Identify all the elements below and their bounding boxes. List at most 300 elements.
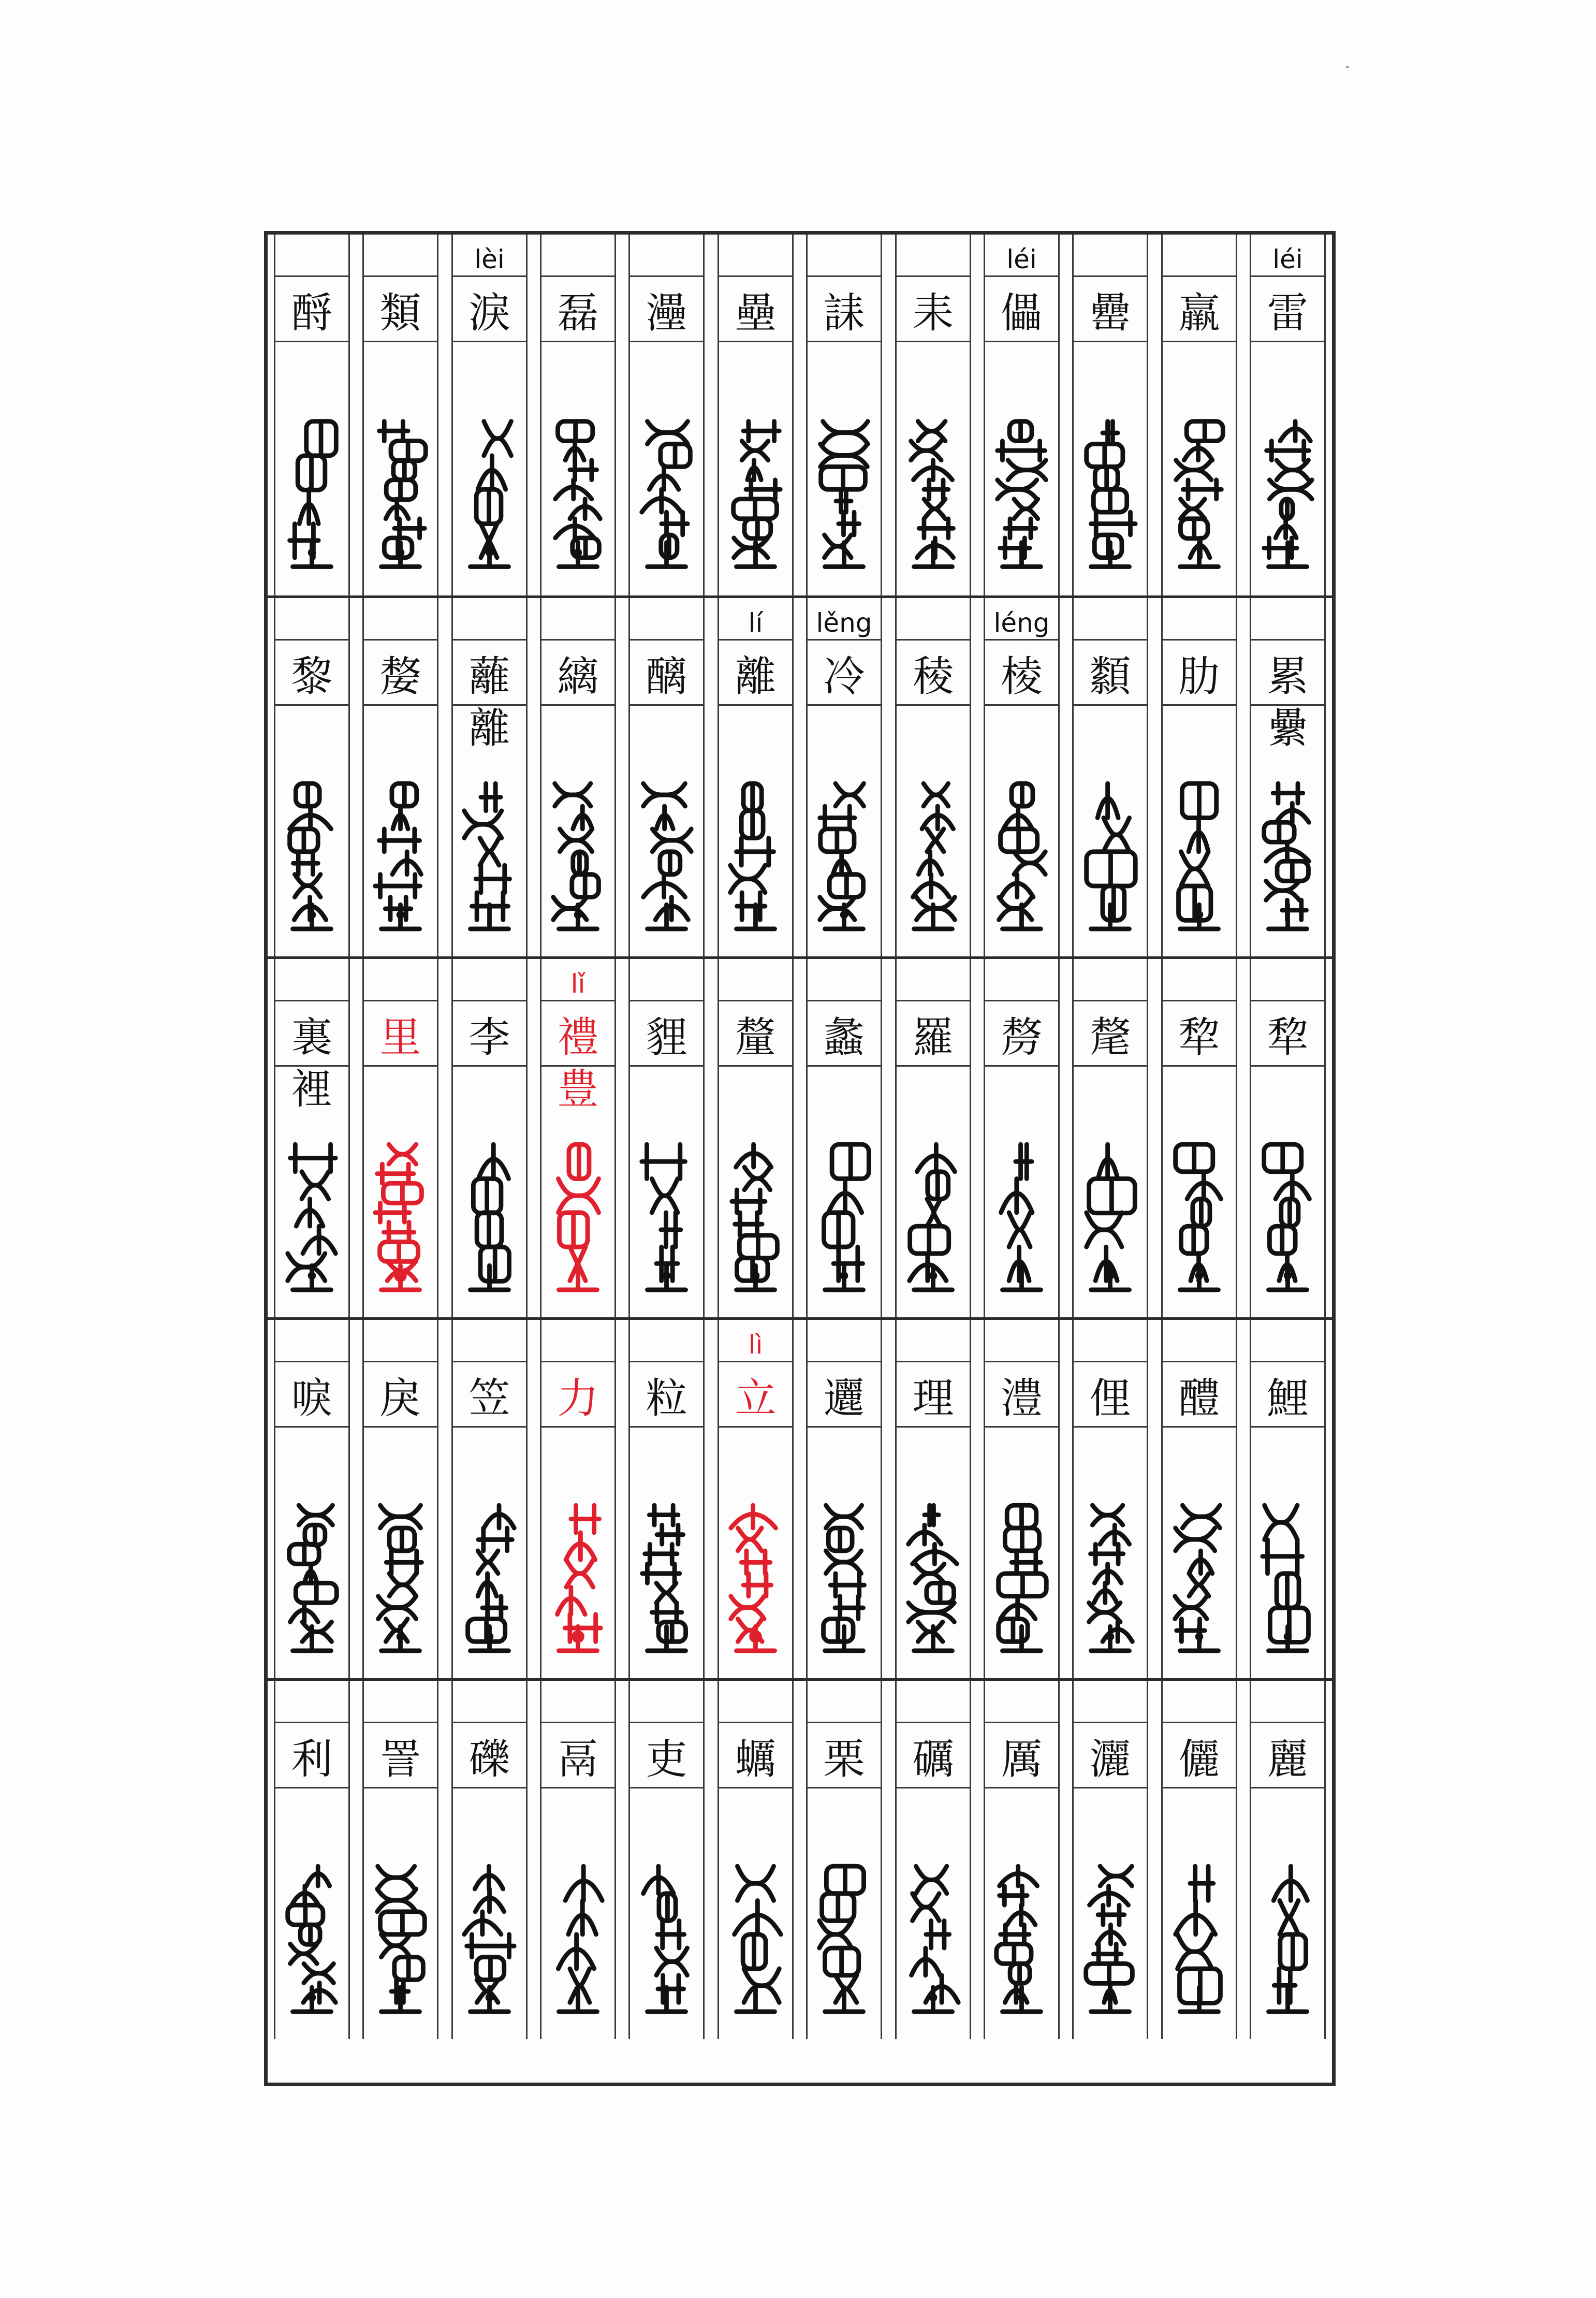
entry-column <box>1072 1320 1148 1678</box>
entry-column <box>362 1681 438 2039</box>
cell-divider <box>985 341 1058 342</box>
cell-divider <box>1163 341 1236 342</box>
band-4 <box>268 1317 1332 1678</box>
character-form: 貍 <box>646 1013 687 1061</box>
band-3 <box>268 956 1332 1317</box>
cell-divider <box>1074 1065 1147 1067</box>
entry-column <box>1072 235 1148 595</box>
seal-script-glyph <box>991 1493 1052 1664</box>
pinyin-label <box>364 598 437 641</box>
character-form: 灑 <box>1089 1735 1131 1783</box>
modern-character <box>808 1723 881 1784</box>
cell-divider <box>453 1065 526 1067</box>
chart-sheet <box>264 231 1336 2086</box>
character-form: 淚 <box>468 289 510 337</box>
entry-column <box>984 1320 1060 1678</box>
entry-column <box>362 598 438 956</box>
entry-column <box>806 1681 882 2039</box>
seal-script-glyph <box>1080 772 1140 942</box>
seal-script-glyph <box>282 408 342 581</box>
cell-divider <box>1163 1787 1236 1788</box>
pinyin-label <box>364 959 437 1001</box>
character-form: 李 <box>468 1013 510 1061</box>
cell-divider <box>275 1787 348 1788</box>
pinyin-label <box>808 959 881 1001</box>
entry-column <box>1250 1320 1326 1678</box>
seal-script-glyph <box>814 1132 874 1303</box>
cell-divider <box>630 1426 703 1428</box>
cell-divider <box>541 1426 614 1428</box>
pinyin-label <box>630 1320 703 1362</box>
character-form: 詈 <box>379 1735 421 1783</box>
pinyin-label <box>897 235 970 277</box>
pinyin-label <box>808 1681 881 1723</box>
modern-character <box>1074 641 1147 702</box>
entry-column <box>540 1681 616 2039</box>
character-form: 灅 <box>646 289 687 337</box>
modern-character <box>453 1723 526 1784</box>
pinyin-label <box>541 235 614 277</box>
cell-divider <box>275 1065 348 1067</box>
cell-divider <box>541 1065 614 1067</box>
modern-character <box>897 1001 970 1063</box>
pinyin-label <box>1251 1320 1324 1362</box>
modern-character <box>1251 1001 1324 1063</box>
seal-script-glyph <box>548 408 608 581</box>
modern-character <box>364 641 437 702</box>
modern-character <box>453 641 526 753</box>
entry-column <box>274 598 350 956</box>
character-form: 儡 <box>1001 289 1043 337</box>
seal-script-glyph <box>991 408 1052 581</box>
modern-character <box>275 1362 348 1423</box>
cell-divider <box>897 341 970 342</box>
cell-divider <box>985 1065 1058 1067</box>
seal-script-glyph <box>636 1854 697 2025</box>
character-form: 誄 <box>823 289 865 337</box>
seal-script-glyph <box>1169 1854 1229 2025</box>
cell-divider <box>808 341 881 342</box>
pinyin-label <box>719 235 792 277</box>
modern-character <box>630 1001 703 1063</box>
cell-divider <box>630 1065 703 1067</box>
modern-character <box>1163 277 1236 338</box>
entry-column <box>1161 235 1237 595</box>
cell-divider <box>541 1787 614 1788</box>
pinyin-label <box>1163 1320 1236 1362</box>
pinyin-label: lǐ <box>541 959 614 1001</box>
pinyin-label <box>897 959 970 1001</box>
modern-character <box>897 641 970 702</box>
cell-divider <box>1251 704 1324 706</box>
entry-column <box>1161 1320 1237 1678</box>
character-form: 戾 <box>379 1374 421 1422</box>
pinyin-label <box>1074 598 1147 641</box>
entry-column <box>984 1681 1060 2039</box>
variant-form: 離 <box>468 704 510 752</box>
entry-column <box>628 959 705 1317</box>
entry-column <box>540 1320 616 1678</box>
character-form: 離 <box>735 652 777 701</box>
entry-column <box>895 959 971 1317</box>
cell-divider <box>364 1065 437 1067</box>
seal-script-glyph <box>636 772 697 942</box>
character-form: 冷 <box>823 652 865 701</box>
pinyin-label <box>1251 1681 1324 1723</box>
entry-column <box>1250 235 1326 595</box>
modern-character <box>1074 1362 1147 1423</box>
modern-character <box>897 1723 970 1784</box>
variant-form: 豊 <box>557 1065 599 1113</box>
character-form: 縭 <box>557 652 599 701</box>
modern-character <box>275 1723 348 1784</box>
modern-character <box>719 1362 792 1423</box>
seal-script-glyph <box>903 408 963 581</box>
character-form: 棱 <box>1001 652 1043 701</box>
pinyin-label <box>1163 959 1236 1001</box>
modern-character <box>719 641 792 702</box>
pinyin-label <box>453 1320 526 1362</box>
modern-character <box>630 1723 703 1784</box>
character-form: 鬲 <box>557 1735 599 1783</box>
seal-script-glyph <box>903 772 963 942</box>
modern-character <box>1163 1723 1236 1784</box>
pinyin-label <box>897 1681 970 1723</box>
character-form: 嫠 <box>379 652 421 701</box>
character-form: 力 <box>557 1374 599 1422</box>
modern-character <box>453 1001 526 1063</box>
seal-script-glyph <box>814 408 874 581</box>
cell-divider <box>630 341 703 342</box>
seal-script-glyph <box>548 772 608 942</box>
character-form: 禮 <box>557 1013 599 1061</box>
pinyin-label <box>275 235 348 277</box>
seal-script-glyph <box>636 408 697 581</box>
entry-column <box>1161 959 1237 1317</box>
entry-column <box>718 235 794 595</box>
pinyin-label <box>1251 959 1324 1001</box>
modern-character <box>275 1001 348 1114</box>
pinyin-label <box>897 1320 970 1362</box>
pinyin-label: léi <box>1251 235 1324 277</box>
modern-character <box>1163 641 1236 702</box>
modern-character <box>808 1362 881 1423</box>
pinyin-label <box>275 1320 348 1362</box>
character-form: 氂 <box>1089 1013 1131 1061</box>
entry-column <box>718 1681 794 2039</box>
pinyin-label <box>1074 235 1147 277</box>
seal-script-glyph <box>991 772 1052 942</box>
entry-column <box>628 235 705 595</box>
character-form: 鯉 <box>1267 1374 1309 1422</box>
pinyin-label <box>453 959 526 1001</box>
cell-divider <box>985 1426 1058 1428</box>
modern-character <box>719 1001 792 1063</box>
seal-script-glyph <box>459 772 520 942</box>
pinyin-label <box>630 959 703 1001</box>
seal-script-glyph <box>1080 1854 1140 2025</box>
character-form: 唳 <box>291 1374 333 1422</box>
modern-character <box>453 277 526 338</box>
character-form: 壘 <box>735 289 777 337</box>
cell-divider <box>897 1426 970 1428</box>
entry-column <box>1161 598 1237 956</box>
modern-character <box>808 641 881 702</box>
seal-script-glyph <box>1257 1493 1318 1664</box>
pinyin-label <box>541 1681 614 1723</box>
character-form: 蠡 <box>823 1013 865 1061</box>
modern-character <box>1074 1723 1147 1784</box>
pinyin-label <box>897 598 970 641</box>
seal-script-glyph <box>903 1854 963 2025</box>
modern-character <box>897 1362 970 1423</box>
seal-script-glyph <box>1080 1493 1140 1664</box>
cell-divider <box>719 1426 792 1428</box>
entry-column <box>806 235 882 595</box>
character-form: 笠 <box>468 1374 510 1422</box>
seal-script-glyph <box>370 1132 431 1303</box>
entry-column <box>718 1320 794 1678</box>
entry-column <box>984 959 1060 1317</box>
modern-character <box>541 1001 614 1114</box>
modern-character <box>1074 1001 1147 1063</box>
cell-divider <box>808 1426 881 1428</box>
cell-divider <box>719 704 792 706</box>
cell-divider <box>630 1787 703 1788</box>
cell-divider <box>808 1787 881 1788</box>
modern-character <box>1251 1362 1324 1423</box>
seal-script-glyph <box>1257 772 1318 942</box>
cell-divider <box>1074 1787 1147 1788</box>
pinyin-label <box>275 959 348 1001</box>
seal-script-glyph <box>1169 1493 1229 1664</box>
entry-column <box>1250 598 1326 956</box>
pinyin-label: lí <box>719 598 792 641</box>
character-form: 罍 <box>1089 289 1131 337</box>
modern-character <box>985 1001 1058 1063</box>
entry-column <box>1250 959 1326 1317</box>
cell-divider <box>985 1787 1058 1788</box>
entry-column <box>274 959 350 1317</box>
seal-script-glyph <box>370 408 431 581</box>
entry-column <box>451 1320 528 1678</box>
entry-column <box>540 235 616 595</box>
pinyin-label <box>453 1681 526 1723</box>
seal-script-glyph <box>370 1854 431 2025</box>
cell-divider <box>1074 704 1147 706</box>
character-form: 裏 <box>291 1013 333 1061</box>
seal-script-glyph <box>814 772 874 942</box>
cell-divider <box>541 341 614 342</box>
entry-column <box>362 959 438 1317</box>
pinyin-label <box>364 235 437 277</box>
character-form: 理 <box>912 1374 954 1422</box>
seal-script-glyph <box>282 1493 342 1664</box>
entry-column <box>451 235 528 595</box>
entry-column <box>718 959 794 1317</box>
pinyin-label <box>364 1320 437 1362</box>
seal-script-glyph <box>548 1132 608 1303</box>
cell-divider <box>275 704 348 706</box>
entry-column <box>806 598 882 956</box>
seal-script-glyph <box>903 1132 963 1303</box>
variant-form: 纍 <box>1267 704 1309 752</box>
cell-divider <box>1251 1426 1324 1428</box>
cell-divider <box>1251 1787 1324 1788</box>
seal-script-glyph <box>548 1493 608 1664</box>
modern-character <box>808 277 881 338</box>
pinyin-label <box>541 598 614 641</box>
character-form: 稜 <box>912 652 954 701</box>
character-form: 厲 <box>1001 1735 1043 1783</box>
modern-character <box>364 1723 437 1784</box>
pinyin-label <box>630 598 703 641</box>
modern-character <box>1163 1001 1236 1063</box>
entry-column <box>451 598 528 956</box>
modern-character <box>985 277 1058 338</box>
entry-column <box>1072 1681 1148 2039</box>
pinyin-label <box>1163 235 1236 277</box>
cell-divider <box>541 704 614 706</box>
pinyin-label: lì <box>719 1320 792 1362</box>
seal-script-glyph <box>814 1854 874 2025</box>
seal-script-glyph <box>1169 772 1229 942</box>
entry-column <box>540 959 616 1317</box>
modern-character <box>364 277 437 338</box>
entry-column <box>628 598 705 956</box>
cell-divider <box>630 704 703 706</box>
modern-character <box>275 277 348 338</box>
modern-character <box>985 641 1058 702</box>
modern-character <box>630 1362 703 1423</box>
entry-column <box>895 598 971 956</box>
character-form: 醨 <box>646 652 687 701</box>
entry-column <box>984 598 1060 956</box>
cell-divider <box>364 704 437 706</box>
pinyin-label <box>1251 598 1324 641</box>
cell-divider <box>808 704 881 706</box>
seal-script-glyph <box>903 1493 963 1664</box>
modern-character <box>275 641 348 702</box>
entry-column <box>362 1320 438 1678</box>
cell-divider <box>453 341 526 342</box>
seal-script-glyph <box>725 1854 786 2025</box>
pinyin-label <box>541 1320 614 1362</box>
cell-divider <box>985 704 1058 706</box>
pinyin-label <box>1074 1681 1147 1723</box>
variant-form: 裡 <box>291 1065 333 1113</box>
modern-character <box>1251 1723 1324 1784</box>
modern-character <box>364 1362 437 1423</box>
cell-divider <box>364 1426 437 1428</box>
modern-character <box>897 277 970 338</box>
pinyin-label <box>985 1320 1058 1362</box>
entry-column <box>1072 959 1148 1317</box>
character-form: 羅 <box>912 1013 954 1061</box>
cell-divider <box>275 341 348 342</box>
entry-column <box>274 1681 350 2039</box>
character-form: 里 <box>379 1013 421 1061</box>
seal-script-glyph <box>1169 408 1229 581</box>
character-form: 粒 <box>646 1374 687 1422</box>
seal-script-glyph <box>1257 1854 1318 2025</box>
seal-script-glyph <box>636 1132 697 1303</box>
entry-column <box>984 235 1060 595</box>
character-form: 肋 <box>1178 652 1220 701</box>
modern-character <box>808 1001 881 1063</box>
entry-column <box>362 235 438 595</box>
seal-script-glyph <box>459 1493 520 1664</box>
seal-script-glyph <box>1169 1132 1229 1303</box>
cell-divider <box>897 704 970 706</box>
pinyin-label <box>985 959 1058 1001</box>
entry-column <box>895 1681 971 2039</box>
modern-character <box>541 1362 614 1423</box>
cell-divider <box>897 1065 970 1067</box>
character-form: 黎 <box>291 652 333 701</box>
modern-character <box>1251 641 1324 753</box>
modern-character <box>630 277 703 338</box>
cell-divider <box>453 704 526 706</box>
cell-divider <box>719 1065 792 1067</box>
modern-character <box>541 641 614 702</box>
band-1 <box>268 235 1332 595</box>
character-form: 犂 <box>1178 1013 1220 1061</box>
character-form: 耒 <box>912 289 954 337</box>
seal-script-glyph <box>370 772 431 942</box>
cell-divider <box>1074 341 1147 342</box>
cell-divider <box>364 1787 437 1788</box>
cell-divider <box>453 1787 526 1788</box>
entry-column <box>895 1320 971 1678</box>
entry-column <box>1072 598 1148 956</box>
modern-character <box>453 1362 526 1423</box>
entry-column <box>718 598 794 956</box>
modern-character <box>630 641 703 702</box>
pinyin-label <box>630 235 703 277</box>
pinyin-label <box>1074 1320 1147 1362</box>
seal-script-glyph <box>636 1493 697 1664</box>
modern-character <box>985 1362 1058 1423</box>
seal-script-glyph <box>459 408 520 581</box>
character-form: 酹 <box>291 289 333 337</box>
cell-divider <box>1074 1426 1147 1428</box>
cell-divider <box>808 1065 881 1067</box>
seal-script-glyph <box>548 1854 608 2025</box>
pinyin-label <box>808 235 881 277</box>
character-form: 蘺 <box>468 652 510 701</box>
cell-divider <box>1163 1426 1236 1428</box>
seal-script-glyph <box>725 1493 786 1664</box>
character-form: 釐 <box>735 1013 777 1061</box>
character-form: 礪 <box>912 1735 954 1783</box>
entry-column <box>451 959 528 1317</box>
modern-character <box>985 1723 1058 1784</box>
entry-column <box>1250 1681 1326 2039</box>
seal-script-glyph <box>1257 408 1318 581</box>
pinyin-label: léi <box>985 235 1058 277</box>
modern-character <box>541 1723 614 1784</box>
band-2 <box>268 595 1332 956</box>
pinyin-label <box>275 1681 348 1723</box>
entry-column <box>540 598 616 956</box>
pinyin-label <box>453 598 526 641</box>
seal-script-glyph <box>282 1854 342 2025</box>
cell-divider <box>453 1426 526 1428</box>
character-form: 利 <box>291 1735 333 1783</box>
character-form: 醴 <box>1178 1374 1220 1422</box>
seal-script-glyph <box>370 1493 431 1664</box>
